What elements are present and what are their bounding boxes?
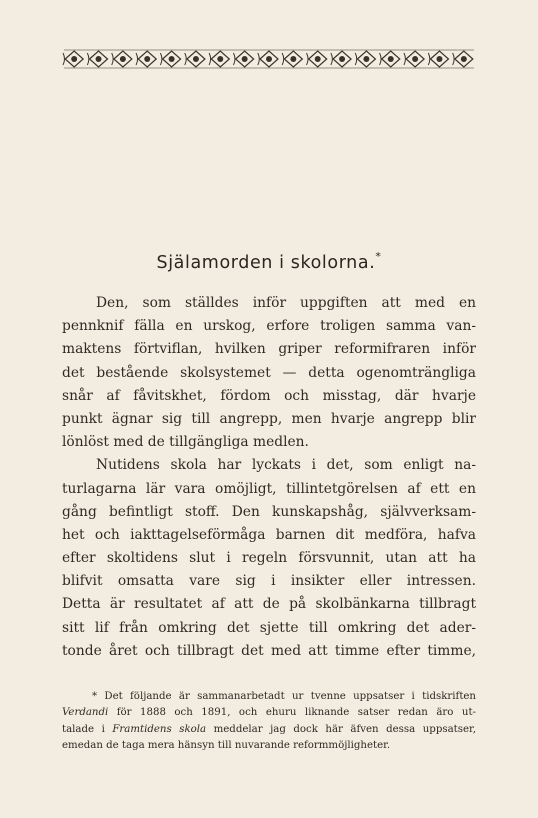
text-line: Nutidens skola har lyckats i det, som enligt na- bbox=[96, 457, 476, 474]
text-line: lönlöst med de tillgängliga medlen. bbox=[62, 434, 309, 451]
ornament-cell bbox=[185, 51, 205, 67]
footnote-line: emedan de taga mera hänsyn till nuvarande reformmöjligheter. bbox=[62, 740, 391, 752]
text-line: snår af fåvitskhet, fördom och misstag, där hvarje bbox=[62, 387, 476, 404]
text-line: maktens förtviflan, hvilken griper reformifraren inför bbox=[62, 341, 476, 358]
text-line: det bestående skolsystemet — detta ogenomträngliga bbox=[62, 364, 476, 381]
journal-title: Framtidens skola bbox=[112, 723, 207, 735]
text-line: Detta är resultatet af att de på skolbänkarna tillbragt bbox=[62, 596, 476, 613]
decorative-border-icon bbox=[62, 44, 476, 74]
text-line: Den, som ställdes inför uppgiften att med en bbox=[96, 295, 476, 311]
ornament-cell bbox=[63, 51, 83, 67]
journal-title: Verdandi bbox=[62, 707, 109, 719]
text-line: gång befintligt stoff. Den kunskapshåg, självverksam- bbox=[62, 503, 476, 520]
footnote-line: * Det följande är sammanarbetadt ur tvenne uppsatser i tidskriften bbox=[92, 691, 476, 702]
text-line: sitt lif från omkring det sjette till omkring det ader- bbox=[62, 619, 476, 636]
text-line: pennknif fälla en urskog, erfore troligen samma van- bbox=[62, 318, 476, 335]
chapter-title-text: Själamorden i skolorna. bbox=[156, 252, 376, 273]
ornament-cell bbox=[233, 51, 253, 67]
text-line: turlagarna lär vara omöjligt, tillintetgörelsen af ett en bbox=[62, 480, 476, 497]
footnote-marker: * bbox=[375, 250, 382, 263]
ornament-cell bbox=[380, 51, 400, 67]
footnote bbox=[62, 689, 476, 755]
ornament-cell bbox=[355, 51, 375, 67]
text-line: het och iakttagelseförmåga barnen dit medföra, hafva bbox=[62, 526, 476, 543]
ornament-cell bbox=[282, 51, 302, 67]
ornament-cell bbox=[331, 51, 351, 67]
text-line: tonde året och tillbragt det med att timme efter timme, bbox=[62, 642, 476, 659]
footnote-line: talade i Framtidens skola meddelar jag dock här äfven dessa uppsatser, bbox=[62, 723, 476, 735]
ornament-cell bbox=[404, 51, 424, 67]
ornament-cell bbox=[209, 51, 229, 67]
ornament-cell bbox=[428, 51, 448, 67]
text-line: punkt ägnar sig till angrepp, men hvarje angrepp blir bbox=[62, 410, 476, 427]
ornament-cell bbox=[112, 51, 132, 67]
ornament-cell bbox=[136, 51, 156, 67]
ornament-cell bbox=[87, 51, 107, 67]
text-line: efter skoltidens slut i regeln försvunnit, utan att ha bbox=[62, 550, 476, 567]
chapter-title bbox=[0, 251, 538, 273]
body-text bbox=[62, 292, 476, 663]
footnote-line: Verdandi för 1888 och 1891, och ehuru liknande satser redan äro ut- bbox=[62, 707, 476, 719]
ornament-cell bbox=[160, 51, 180, 67]
text-line: blifvit omsatta vare sig i insikter eller intressen. bbox=[62, 573, 476, 590]
ornament-cell bbox=[453, 51, 473, 67]
ornament-cell bbox=[307, 51, 327, 67]
ornament-cell bbox=[258, 51, 278, 67]
